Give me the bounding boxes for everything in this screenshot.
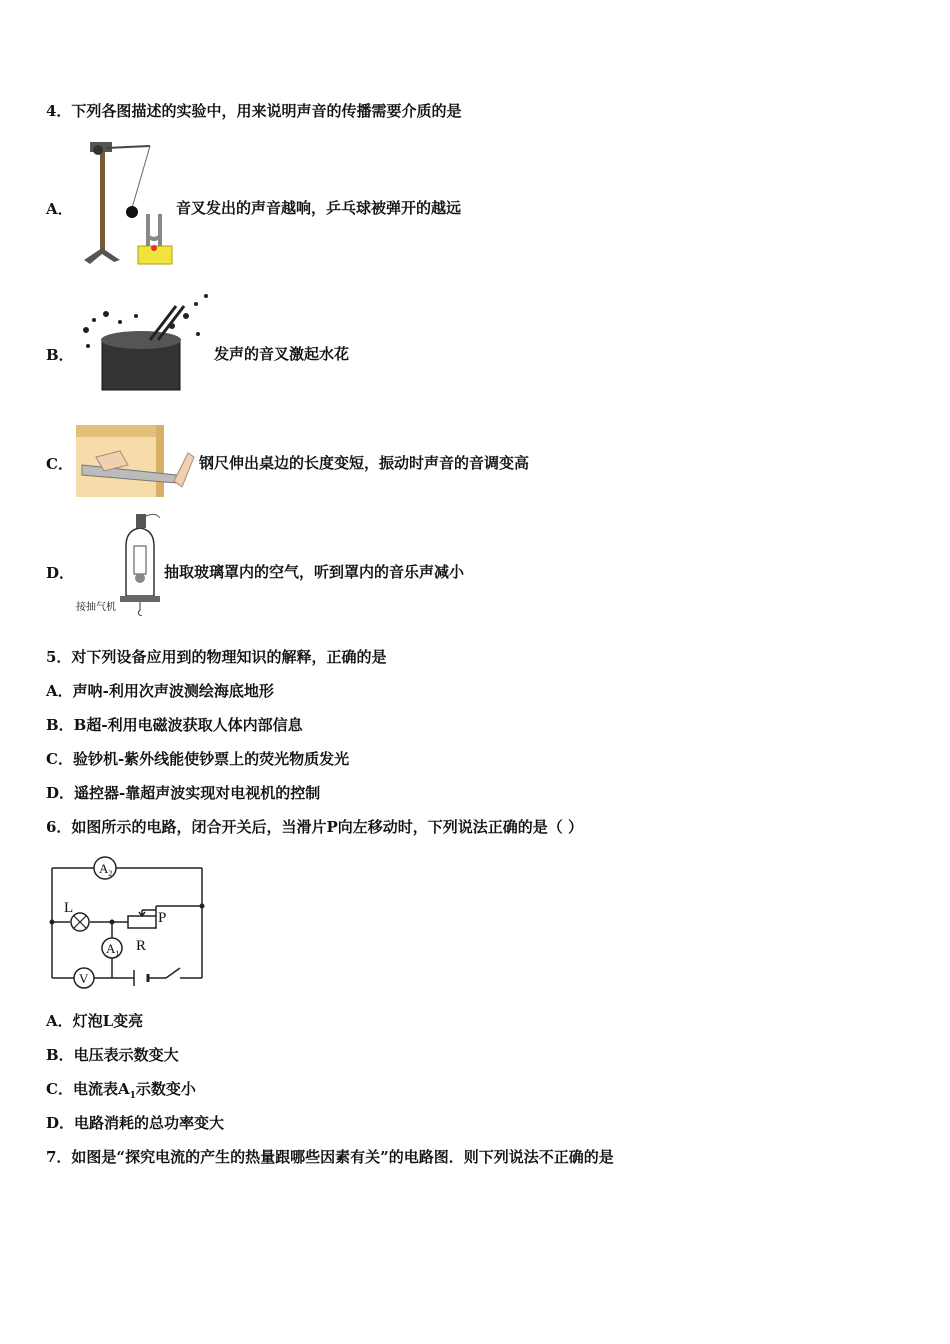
q7-stem: 7．如图是“探究电流的产生的热量跟哪些因素有关”的电路图．则下列说法不正确的是	[46, 1148, 614, 1166]
q4-stem: 4．下列各图描述的实验中，用来说明声音的传播需要介质的是	[46, 102, 462, 120]
tuning-fork-water-figure	[76, 290, 212, 396]
slider-label: P	[158, 910, 167, 926]
q6-option-d: D．电路消耗的总功率变大	[46, 1114, 225, 1132]
q4-option-d-label: D．	[46, 564, 75, 582]
q6-option-b: B．电压表示数变大	[46, 1046, 179, 1064]
pump-caption: 接抽气机	[76, 602, 116, 613]
q4-option-d-text: 抽取玻璃罩内的空气，听到罩内的音乐声减小	[164, 563, 465, 581]
q5-option-c: C．验钞机-紫外线能使钞票上的荧光物质发光	[46, 750, 350, 768]
steel-ruler-table-figure	[76, 425, 198, 497]
q6-stem: 6．如图所示的电路，闭合开关后，当滑片P向左移动时，下列说法正确的是（ ）	[46, 818, 583, 836]
q4-option-c-label: C．	[46, 455, 73, 473]
ammeter-a1-label: $A_1$	[106, 941, 120, 958]
q4-option-a-label: A．	[46, 200, 73, 218]
q6-option-c: C．电流表$A_1$示数变小	[46, 1080, 196, 1101]
q6-option-a: A．灯泡L变亮	[46, 1012, 144, 1030]
q4-option-b-text: 发声的音叉激起水花	[214, 345, 350, 363]
q4-option-a-text: 音叉发出的声音越响，乒乓球被弹开的越远	[176, 199, 462, 217]
q5-stem: 5．对下列设备应用到的物理知识的解释，正确的是	[46, 648, 387, 666]
q4-option-c-text: 钢尺伸出桌边的长度变短，振动时声音的音调变高	[199, 454, 530, 472]
circuit-diagram	[44, 852, 212, 994]
voltmeter-label: V	[79, 971, 89, 986]
q4-option-b-label: B．	[46, 346, 74, 364]
q5-option-d: D．遥控器-靠超声波实现对电视机的控制	[46, 784, 321, 802]
bell-jar-pump-figure	[116, 510, 164, 616]
tuning-fork-pingpong-figure	[76, 136, 176, 270]
q5-option-a: A．声呐-利用次声波测绘海底地形	[46, 682, 274, 700]
lamp-label: L	[64, 900, 74, 916]
q5-option-b: B．B超-利用电磁波获取人体内部信息	[46, 716, 303, 734]
ammeter-a2-label: $A_2$	[99, 861, 113, 878]
resistor-label: R	[136, 938, 147, 954]
